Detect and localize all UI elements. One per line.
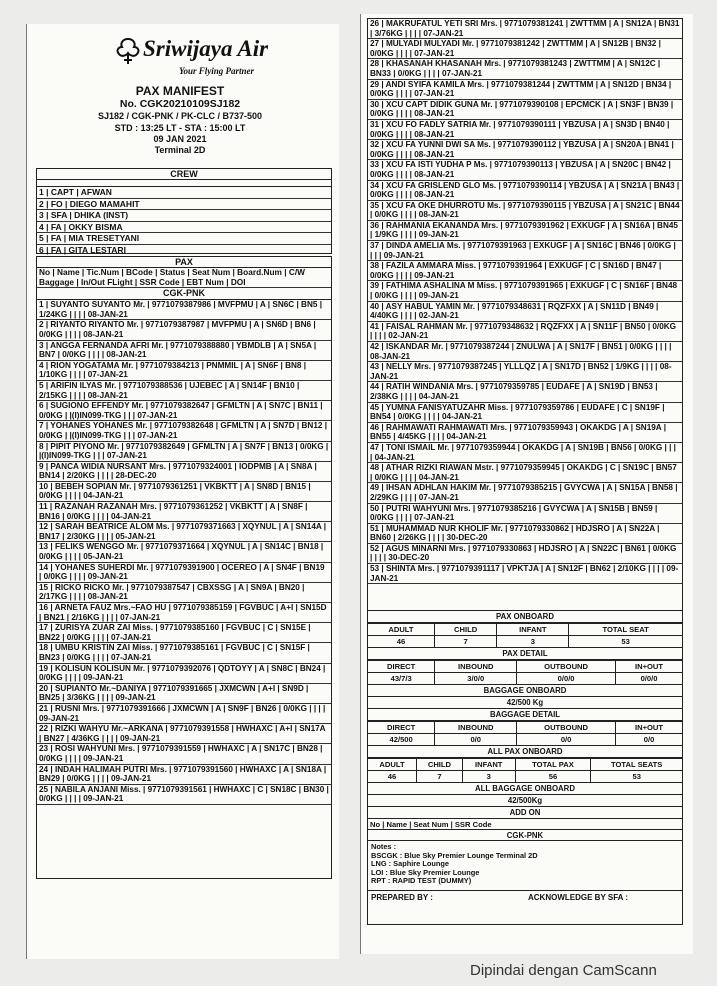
flight-info: SJ182 / CGK-PNK / PK-CLC / B737-500 [97,111,263,121]
pax-onboard-h0: ADULT [368,624,435,636]
route-label: CGK-PNK [37,288,331,300]
passenger-row: 15 | RICKO RICKO Mr. | 9771079387547 | CBXSSG | A | SN9A | BN20 | 2/17KG | | | | 08-JAN-21 [37,583,331,603]
note-line: BSCGK : Blue Sky Premier Lounge Terminal 2D [371,850,538,860]
all-pax-h4: TOTAL SEATS [591,759,683,771]
crew-member: 2 | FO | DIEGO MAMAHIT [37,199,331,211]
passenger-row: 47 | TONI ISMAIL Mr. | 9771079359944 | OKAKDG | A | SN19B | BN56 | 0/0KG | | | | 04-JAN-21 [368,443,682,463]
crew-title: CREW [37,169,331,180]
passenger-row: 18 | UMBU KRISTIN ZAI Miss. | 9771079385161 | FGVBUC | C | SN15F | BN23 | 0/0KG | | | | 07-JAN-21 [37,643,331,663]
passenger-row: 53 | SHINTA Mrs. | 9771079391117 | VPKTJA | A | SN12F | BN62 | 2/10KG | | | | 09-JAN-21 [368,564,682,584]
all-pax-h2: INFANT [462,759,515,771]
airline-tagline: Your Flying Partner [179,66,255,76]
crew-member: 4 | FA | OKKY BISMA [37,222,331,234]
note-line: LOI : Blue Sky Premier Lounge [371,867,480,877]
crew-member: 3 | SFA | DHIKA (INST) [37,210,331,222]
passenger-row: 30 | XCU CAPT DIDIK GUNA Mr. | 9771079390108 | EPCMCK | A | SN3F | BN39 | 0/0KG | | | | 08-JAN-21 [368,100,682,120]
pax-detail-h1: INBOUND [435,661,517,673]
passenger-row: 44 | RATIH WINDANIA Mrs. | 9771079359785 | EUDAFE | A | SN19D | BN53 | 2/38KG | | | | 04-JAN-21 [368,382,682,402]
doc-number: No. CGK20210109SJ182 [119,98,241,110]
passenger-row: 1 | SUYANTO SUYANTO Mr. | 9771079387986 | MVFPMU | A | SN6C | BN5 | 1/24KG | | | | 08-JAN-21 [37,300,331,320]
note-line: LNG : Saphire Lounge [371,859,450,868]
passenger-row: 49 | IHSAN ADHLAN HAKIM Mr. | 9771079385215 | GVYCWA | A | SN15A | BN58 | 2/29KG | | | | 07-JAN-21 [368,483,682,503]
pax-onboard-v3: 53 [569,636,683,648]
all-baggage-onboard-title: ALL BAGGAGE ONBOARD [367,783,683,795]
pax-onboard-table [367,623,683,648]
passenger-row: 52 | AGUS MINARNI Mrs. | 9771079330863 | HDJSRO | A | SN22C | BN61 | 0/0KG | | | | 30-DEC-20 [368,544,682,564]
all-pax-v3: 56 [515,771,591,783]
passenger-row: 9 | PANCA WIDIA NURSANT Mrs. | 9771079324001 | IODPMB | A | SN8A | BN14 | 2/20KG | | | | 28-DEC-20 [37,462,331,482]
all-pax-onboard-table [367,758,683,783]
pax-onboard-v2: 3 [497,636,569,648]
passenger-row: 33 | XCU FA ISTI YUDHA P Ms. | 9771079390113 | YBZUSA | A | SN20C | BN42 | 0/0KG | | | | 08-JAN-21 [368,160,682,180]
passenger-row: 51 | MUHAMMAD NUR KHOLIF Mr. | 9771079330862 | HDJSRO | A | SN22A | BN60 | 2/26KG | | | | 30-DEC-20 [368,524,682,544]
baggage-detail-h1: INBOUND [435,722,517,734]
summary-section [367,611,683,925]
passenger-row: 16 | ARNETA FAUZ Mrs.~FAO HU | 9771079385159 | FGVBUC | A+I | SN15D | BN21 | 2/16KG | | | | 07-JAN-21 [37,603,331,623]
pax-onboard-h1: CHILD [434,624,497,636]
all-pax-v4: 53 [591,771,683,783]
passenger-row: 5 | ARIFIN ILYAS Mr. | 9771079388536 | UJEBEC | A | SN14F | BN10 | 2/15KG | | | | 08-JAN-21 [37,381,331,401]
pax-section-right [367,18,683,611]
add-on-title: ADD ON [367,807,683,819]
all-pax-v0: 46 [368,771,417,783]
doc-title: PAX MANIFEST [135,84,225,98]
passenger-row: 45 | YUMNA FANISYATUZAHR Miss. | 9771079359786 | EUDAFE | C | SN19F | BN54 | 0/0KG | | | | 04-JAN-21 [368,403,682,423]
baggage-detail-title: BAGGAGE DETAIL [367,709,683,721]
pax-onboard-v0: 46 [368,636,435,648]
passenger-row: 24 | INDAH HALIMAH PUTRI Mrs. | 9771079391560 | HWHAXC | A | SN18A | BN29 | 0/0KG | | | | 09-JAN-21 [37,765,331,785]
passenger-row: 10 | BEBEH SOPIAN Mr. | 9771079361251 | VKBKTT | A | SN8D | BN15 | 0/0KG | | | | 04-JAN-21 [37,482,331,502]
pax-detail-v0: 43/7/3 [368,673,435,685]
passenger-row: 14 | YOHANES SUHERDI Mr. | 9771079391900 | OCEREO | A | SN4F | BN19 | 0/0KG | | | | 09-JAN-21 [37,563,331,583]
baggage-detail-v2: 0/0 [517,734,616,746]
passenger-row: 8 | PIPIT PIYONO Mr. | 9771079382649 | GFMLTN | A | SN7F | BN13 | 0/0KG | |(I)IN099-TKG | | | 07-JAN-21 [37,442,331,462]
airline-name: Sriwijaya Air [143,36,269,61]
passenger-row: 23 | ROSI WAHYUNI Mrs. | 9771079391559 | HWHAXC | A | SN17C | BN28 | 0/0KG | | | | 09-JAN-21 [37,744,331,764]
passenger-row: 4 | RION YOGATAMA Mr. | 9771079384213 | PNMMIL | A | SN6F | BN8 | 1/10KG | | | | 07-JAN-21 [37,361,331,381]
crew-member: 5 | FA | MIA TRESETYANI [37,233,331,245]
pax-onboard-title: PAX ONBOARD [367,611,683,623]
crew-member: 6 | FA | GITA LESTARI [39,244,126,255]
passenger-row: 41 | FAISAL RAHMAN Mr. | 9771079348632 | RQZFXX | A | SN11F | BN50 | 0/0KG | | | | 02-JAN-21 [368,322,682,342]
pax-detail-title: PAX DETAIL [367,648,683,660]
all-pax-h3: TOTAL PAX [515,759,591,771]
pax-onboard-h3: TOTAL SEAT [569,624,683,636]
note-line: RPT : RAPID TEST (DUMMY) [371,876,472,885]
passenger-row: 38 | FAZILA AMMARA Miss. | 9771079391964 | EXKUGF | C | SN16D | BN47 | 0/0KG | | | | 09-JAN-21 [368,261,682,281]
pax-detail-v3: 0/0/0 [616,673,683,685]
pax-title: PAX [37,257,331,268]
baggage-detail-v3: 0/0 [616,734,683,746]
passenger-row: 50 | PUTRI WAHYUNI Mrs. | 9771079385216 | GVYCWA | A | SN15B | BN59 | 0/0KG | | | | 07-JAN-21 [368,504,682,524]
passenger-row: 26 | MAKRUFATUL YETI SRI Mrs. | 9771079381241 | ZWTTMM | A | SN12A | BN31 | 3/76KG | | | | 07-JAN-21 [368,19,682,39]
pax-list-left [37,300,331,805]
add-on-route: CGK-PNK [367,830,683,841]
baggage-onboard-title: BAGGAGE ONBOARD [367,685,683,697]
passenger-row: 32 | XCU FA YUNNI DWI SA Ms. | 9771079390112 | YBZUSA | A | SN20A | BN41 | 0/0KG | | | | 08-JAN-21 [368,140,682,160]
pax-detail-h0: DIRECT [368,661,435,673]
passenger-row: 29 | ANDI SYIFA KAMILA Mrs. | 9771079381244 | ZWTTMM | A | SN12D | BN34 | 0/0KG | | | | 07-JAN-21 [368,80,682,100]
passenger-row: 19 | KOLISUN KOLISUN Mr. | 9771079392076 | QDTOYY | A | SN8C | BN24 | 0/0KG | | | | 09-JAN-21 [37,664,331,684]
pax-detail-table [367,660,683,685]
notes-box [367,841,683,891]
schedule-info: STD : 13:25 LT - STA : 15:00 LT [114,123,246,133]
passenger-row: 25 | NABILA ANJANI Miss. | 9771079391561 | HWHAXC | C | SN18C | BN30 | 0/0KG | | | | 09-JAN-21 [37,785,331,805]
pax-detail-v1: 3/0/0 [435,673,517,685]
pax-list-right [368,19,682,584]
airline-logo [113,36,293,82]
passenger-row: 22 | RIZKI WAHYU Mr.~ARKANA | 9771079391558 | HWHAXC | A+I | SN17A | BN27 | 4/36KG | | | | 09-JAN-21 [37,724,331,744]
pax-onboard-h2: INFANT [497,624,569,636]
all-pax-v2: 3 [462,771,515,783]
passenger-row: 2 | RIYANTO RIYANTO Mr. | 9771079387987 | MVFPMU | A | SN6D | BN6 | 0/0KG | | | | 08-JAN-21 [37,320,331,340]
passenger-row: 20 | SUPIANTO Mr.~DANIYA | 9771079391665 | JXMCWN | A+I | SN9D | BN25 | 3/36KG | | | | 09-JAN-21 [37,684,331,704]
baggage-detail-v0: 42/500 [368,734,435,746]
baggage-detail-v1: 0/0 [435,734,517,746]
baggage-onboard-value: 42/500 Kg [367,697,683,709]
add-on-columns: No | Name | Seat Num | SSR Code [367,819,683,830]
passenger-row: 7 | YOHANES YOHANES Mr. | 9771079382648 | GFMLTN | A | SN7D | BN12 | 0/0KG | |(I)IN099-TKG | | | 07-JAN-21 [37,421,331,441]
passenger-row: 3 | ANGGA FERNANDA AFRI Mr. | 9771079388880 | YBMDLB | A | SN5A | BN7 | 0/0KG | | | | 08-JAN-21 [37,341,331,361]
all-pax-h1: CHILD [417,759,463,771]
passenger-row: 12 | SARAH BEATRICE ALOM Ms. | 9771079371663 | XQYNUL | A | SN14A | BN17 | 2/30KG | | | | 05-JAN-21 [37,522,331,542]
terminal: Terminal 2D [154,145,206,155]
all-pax-onboard-title: ALL PAX ONBOARD [367,746,683,758]
passenger-row: 27 | MULYADI MULYADI Mr. | 9771079381242 | ZWTTMM | A | SN12B | BN32 | 0/0KG | | | | 07-JAN-21 [368,39,682,59]
passenger-row: 11 | RAZANAH RAZANAH Mrs. | 9771079361252 | VKBKTT | A | SN8F | BN16 | 0/0KG | | | | 04-JAN-21 [37,502,331,522]
passenger-row: 21 | RUSNI Mrs. | 9771079391666 | JXMCWN | A | SN9F | BN26 | 0/0KG | | | | 09-JAN-21 [37,704,331,724]
scanner-watermark: Dipindai dengan CamScann [470,962,657,979]
crew-section [36,168,332,254]
passenger-row: 35 | XCU FA OKE DHURROTU Ms. | 9771079390115 | YBZUSA | A | SN21C | BN44 | 0/0KG | | | | 08-JAN-21 [368,201,682,221]
pax-section-left [36,256,332,879]
all-baggage-onboard-value: 42/500Kg [367,795,683,807]
passenger-row: 37 | DINDA AMELIA Ms. | 9771079391963 | EXKUGF | A | SN16C | BN46 | 0/0KG | | | | 09-JAN-21 [368,241,682,261]
baggage-detail-h0: DIRECT [368,722,435,734]
baggage-detail-h3: IN+OUT [616,722,683,734]
baggage-detail-h2: OUTBOUND [517,722,616,734]
passenger-row: 17 | ZURISYA ZUAR ZAI Miss. | 9771079385160 | FGVBUC | C | SN15E | BN22 | 0/0KG | | | | 07-JAN-21 [37,623,331,643]
all-pax-v1: 7 [417,771,463,783]
notes-label: Notes : [371,842,397,851]
passenger-row: 42 | ISKANDAR Mr. | 9771079387244 | ZNULWA | A | SN17F | BN51 | 0/0KG | | | | 08-JAN-21 [368,342,682,362]
passenger-row: 39 | FATHIMA ASHALINA M Miss. | 9771079391965 | EXKUGF | C | SN16F | BN48 | 0/0KG | | | | 09-JAN-21 [368,281,682,301]
flight-date: 09 JAN 2021 [153,134,207,144]
passenger-row: 28 | KHASANAH KHASANAH Mrs. | 9771079381243 | ZWTTMM | A | SN12C | BN33 | 0/0KG | | | | 07-JAN-21 [368,59,682,79]
logo-emblem-icon [113,36,143,66]
passenger-row: 36 | RAHMANIA EKANANDA Mrs. | 9771079391962 | EXKUGF | A | SN16A | BN45 | 1/9KG | | | | 09-JAN-21 [368,221,682,241]
passenger-row: 6 | SUGIONO EFFENDY Mr. | 9771079382647 | GFMLTN | A | SN7C | BN11 | 0/0KG | |(I)IN099-TKG | | | 07-JAN-21 [37,401,331,421]
passenger-row: 40 | ASY HABUL YAMIN Mr. | 9771079348631 | RQZFXX | A | SN11D | BN49 | 4/40KG | | | | 02-JAN-21 [368,302,682,322]
pax-detail-h3: IN+OUT [616,661,683,673]
pax-onboard-v1: 7 [434,636,497,648]
all-pax-h0: ADULT [368,759,417,771]
passenger-row: 48 | ATHAR RIZKI RIAWAN Mstr. | 9771079359945 | OKAKDG | C | SN19C | BN57 | 0/0KG | | | | 04-JAN-21 [368,463,682,483]
baggage-detail-table [367,721,683,746]
passenger-row: 46 | RAHMAWATI RAHMAWATI Mrs. | 9771079359943 | OKAKDG | A | SN19A | BN55 | 4/45KG | | | | 04-JAN-21 [368,423,682,443]
pax-detail-h2: OUTBOUND [517,661,616,673]
passenger-row: 43 | NELLY Mrs. | 9771079387245 | YLLLQZ | A | SN17D | BN52 | 1/9KG | | | | 08-JAN-21 [368,362,682,382]
passenger-row: 34 | XCU FA GRISLEND GLO Ms. | 9771079390114 | YBZUSA | A | SN21A | BN43 | 0/0KG | | | | 08-JAN-21 [368,181,682,201]
passenger-row: 31 | XCU FO FADLY SATRIA Mr. | 9771079390111 | YBZUSA | A | SN3D | BN40 | 0/0KG | | | | 08-JAN-21 [368,120,682,140]
acknowledge-by-label: ACKNOWLEDGE BY SFA : [528,893,629,902]
signature-box [367,891,683,925]
pax-column-headers: No | Name | Tic.Num | BCode | Status | Seat Num | Board.Num | C/W Baggage | In/Out FLight | SSR Code | EBT Num | DOI [37,268,331,288]
pax-detail-v2: 0/0/0 [517,673,616,685]
crew-member: 1 | CAPT | AFWAN [37,187,331,199]
prepared-by-label: PREPARED BY : [371,893,433,902]
passenger-row: 13 | FELIKS WENGGO Mr. | 9771079371664 | XQYNUL | A | SN14C | BN18 | 0/0KG | | | | 05-JAN-21 [37,542,331,562]
